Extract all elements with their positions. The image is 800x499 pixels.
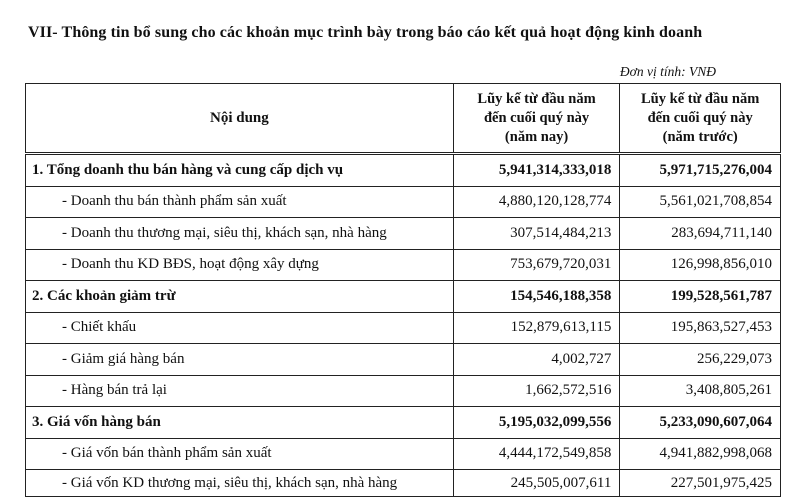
row-current-value: 4,002,727 (453, 344, 620, 376)
row-current-value: 5,941,314,333,018 (453, 154, 620, 187)
table-row (26, 438, 781, 470)
row-label: - Doanh thu thương mại, siêu thị, khách sạn, nhà hàng (26, 218, 454, 250)
table-row (26, 344, 781, 376)
row-label: - Doanh thu bán thành phẩm sản xuất (26, 186, 454, 218)
table-row (26, 470, 781, 497)
row-label: 3. Giá vốn hàng bán (26, 407, 454, 439)
row-previous-value: 3,408,805,261 (620, 375, 781, 407)
row-current-value: 154,546,188,358 (453, 281, 620, 313)
row-current-value: 5,195,032,099,556 (453, 407, 620, 439)
row-previous-value: 256,229,073 (620, 344, 781, 376)
row-label: - Chiết khấu (26, 312, 454, 344)
header-content: Nội dung (26, 84, 454, 154)
row-previous-value: 227,501,975,425 (620, 470, 781, 497)
table-row (26, 281, 781, 313)
row-label: - Giảm giá hàng bán (26, 344, 454, 376)
table-row (26, 249, 781, 281)
row-label: 1. Tổng doanh thu bán hàng và cung cấp dịch vụ (26, 154, 454, 187)
currency-unit-note: Đơn vị tính: VNĐ (619, 64, 716, 79)
row-label: - Doanh thu KD BĐS, hoạt động xây dựng (26, 249, 454, 281)
row-current-value: 152,879,613,115 (453, 312, 620, 344)
row-current-value: 4,444,172,549,858 (453, 438, 620, 470)
row-previous-value: 5,561,021,708,854 (620, 186, 781, 218)
row-current-value: 307,514,484,213 (453, 218, 620, 250)
header-previous-year (620, 84, 781, 154)
row-previous-value: 5,971,715,276,004 (620, 154, 781, 187)
row-label: - Giá vốn bán thành phẩm sản xuất (26, 438, 454, 470)
row-current-value: 4,880,120,128,774 (453, 186, 620, 218)
header-current-year (453, 84, 620, 154)
header-current-line-3: (năm nay) (504, 128, 569, 145)
table-row (26, 407, 781, 439)
row-previous-value: 199,528,561,787 (620, 281, 781, 313)
row-label: 2. Các khoản giảm trừ (26, 281, 454, 313)
row-current-value: 1,662,572,516 (453, 375, 620, 407)
row-label: - Hàng bán trả lại (26, 375, 454, 407)
table-row (26, 154, 781, 187)
row-label: - Giá vốn KD thương mại, siêu thị, khách sạn, nhà hàng (26, 470, 454, 497)
header-current-line-1: Lũy kế từ đầu năm (477, 90, 596, 107)
table-header-row (26, 84, 781, 154)
supplementary-income-table (25, 83, 781, 497)
row-current-value: 245,505,007,611 (453, 470, 620, 497)
row-previous-value: 195,863,527,453 (620, 312, 781, 344)
section-heading: VII- Thông tin bổ sung cho các khoản mục trình bày trong báo cáo kết quả hoạt động kinh doanh (28, 24, 703, 41)
row-previous-value: 5,233,090,607,064 (620, 407, 781, 439)
table-row (26, 312, 781, 344)
header-previous-line-3: (năm trước) (662, 128, 738, 145)
table-row (26, 218, 781, 250)
table-row (26, 186, 781, 218)
header-previous-line-2: đến cuối quý này (647, 109, 753, 126)
table-row (26, 375, 781, 407)
header-current-line-2: đến cuối quý này (483, 109, 590, 126)
row-current-value: 753,679,720,031 (453, 249, 620, 281)
header-previous-line-1: Lũy kế từ đầu năm (641, 90, 760, 107)
row-previous-value: 283,694,711,140 (620, 218, 781, 250)
row-previous-value: 126,998,856,010 (620, 249, 781, 281)
row-previous-value: 4,941,882,998,068 (620, 438, 781, 470)
